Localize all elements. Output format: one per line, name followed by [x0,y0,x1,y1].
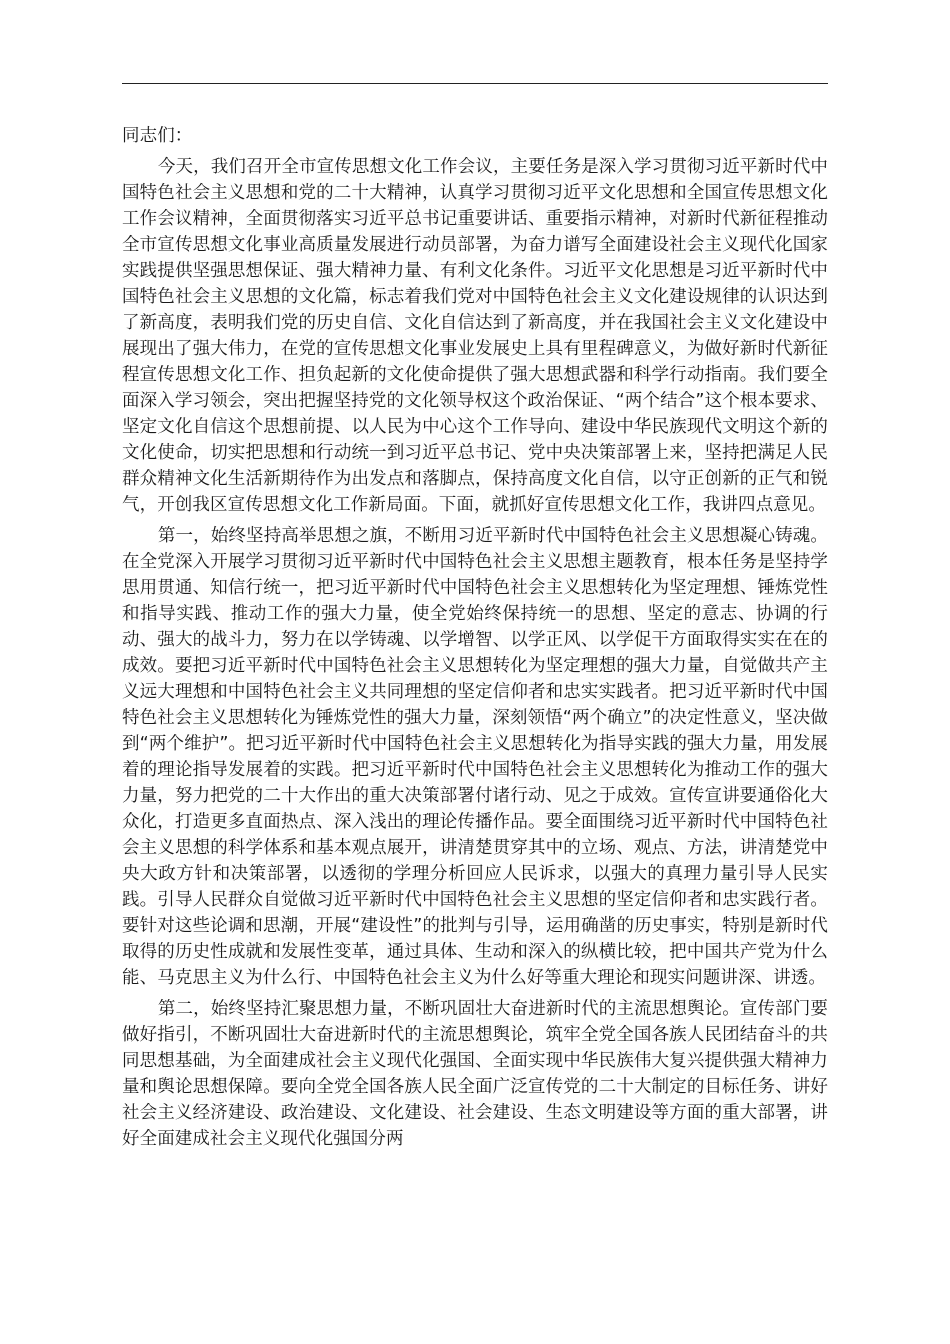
paragraph-point-one: 第一，始终坚持高举思想之旗，不断用习近平新时代中国特色社会主义思想凝心铸魂。在全党深入开展学习贯彻习近平新时代中国特色社会主义思想主题教育，根本任务是坚持学思用贯通、知信行统一，把习近平新时代中国特色社会主义思想转化为坚定理想、锤炼党性和指导实践、推动工作的强大力量，使全党始终保持统一的思想、坚定的意志、协调的行动、强大的战斗力，努力在以学铸魂、以学增智、以学正风、以学促干方面取得实实在在的成效。要把习近平新时代中国特色社会主义思想转化为坚定理想的强大力量，自觉做共产主义远大理想和中国特色社会主义共同理想的坚定信仰者和忠实实践者。把习近平新时代中国特色社会主义思想转化为锤炼党性的强大力量，深刻领悟“两个确立”的决定性意义，坚决做到“两个维护”。把习近平新时代中国特色社会主义思想转化为指导实践的强大力量，用发展着的理论指导发展着的实践。把习近平新时代中国特色社会主义思想转化为推动工作的强大力量，努力把党的二十大作出的重大决策部署付诸行动、见之于成效。宣传宣讲要通俗化大众化，打造更多直面热点、深入浅出的理论传播作品。要全面围绕习近平新时代中国特色社会主义思想的科学体系和基本观点展开，讲清楚贯穿其中的立场、观点、方法，讲清楚党中央大政方针和决策部署，以透彻的学理分析回应人民诉求，以强大的真理力量引导人民实践。引导人民群众自觉做习近平新时代中国特色社会主义思想的坚定信仰者和忠实践行者。要针对这些论调和思潮，开展“建设性”的批判与引导，运用确凿的历史事实，特别是新时代取得的历史性成就和发展性变革，通过具体、生动和深入的纵横比较，把中国共产党为什么能、马克思主义为什么行、中国特色社会主义为什么好等重大理论和现实问题讲深、讲透。 [122,526,828,988]
salutation: 同志们： [122,126,193,146]
paragraph-intro: 今天，我们召开全市宣传思想文化工作会议，主要任务是深入学习贯彻习近平新时代中国特色社会主义思想和党的二十大精神，认真学习贯彻习近平文化思想和全国宣传思想文化工作会议精神，全面贯彻落实习近平总书记重要讲话、重要指示精神，对新时代新征程推动全市宣传思想文化事业高质量发展进行动员部署，为奋力谱写全面建设社会主义现代化国家实践提供坚强思想保证、强大精神力量、有利文化条件。习近平文化思想是习近平新时代中国特色社会主义思想的文化篇，标志着我们党对中国特色社会主义文化建设规律的认识达到了新高度，表明我们党的历史自信、文化自信达到了新高度，并在我国社会主义文化建设中展现出了强大伟力，在党的宣传思想文化事业发展史上具有里程碑意义，为做好新时代新征程宣传思想文化工作、担负起新的文化使命提供了强大思想武器和科学行动指南。我们要全面深入学习领会，突出把握坚持党的文化领导权这个政治保证、“两个结合”这个根本要求、坚定文化自信这个思想前提、以人民为中心这个工作导向、建设中华民族现代文明这个新的文化使命，切实把思想和行动统一到习近平总书记、党中央决策部署上来，坚持把满足人民群众精神文化生活新期待作为出发点和落脚点，保持高度文化自信，以守正创新的正气和锐气，开创我区宣传思想文化工作新局面。下面，就抓好宣传思想文化工作，我讲四点意见。 [122,157,828,515]
header-rule [122,83,828,84]
document-body [122,118,828,1152]
paragraph-point-two: 第二，始终坚持汇聚思想力量，不断巩固壮大奋进新时代的主流思想舆论。宣传部门要做好指引，不断巩固壮大奋进新时代的主流思想舆论，筑牢全党全国各族人民团结奋斗的共同思想基础，为全面建成社会主义现代化强国、全面实现中华民族伟大复兴提供强大精神力量和舆论思想保障。要向全党全国各族人民全面广泛宣传党的二十大制定的目标任务、讲好社会主义经济建设、政治建设、文化建设、社会建设、生态文明建设等方面的重大部署，讲好全面建成社会主义现代化强国分两 [122,999,828,1149]
